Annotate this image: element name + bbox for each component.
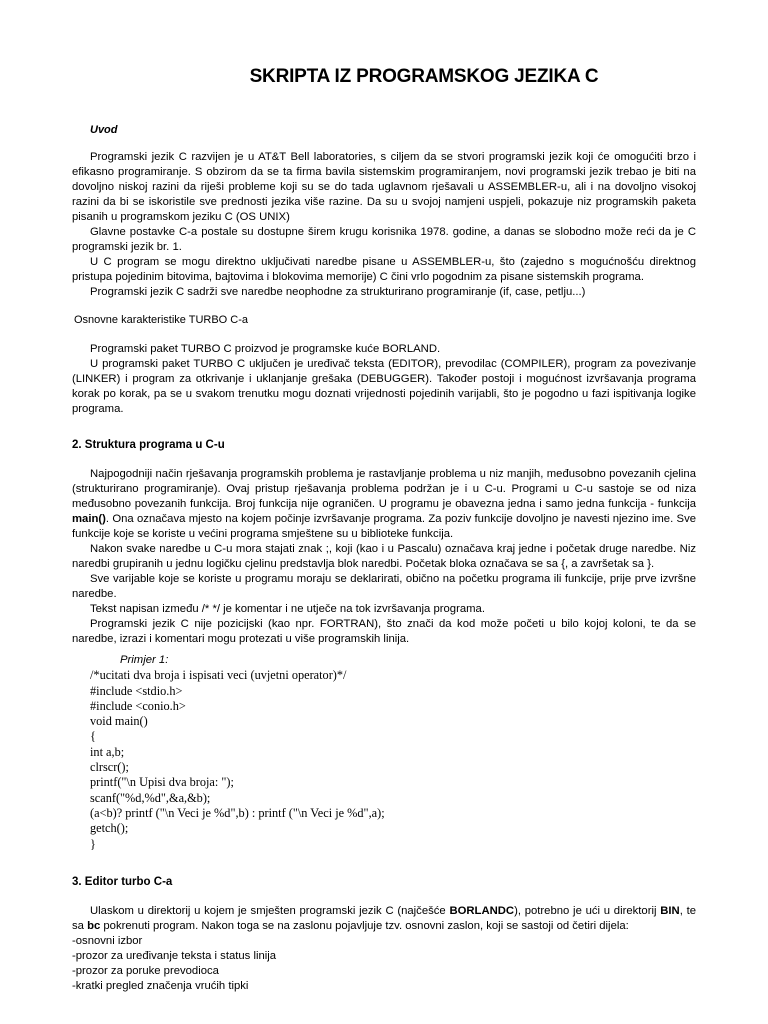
code-line: } (90, 836, 96, 851)
code-line: getch(); (90, 821, 129, 836)
intro-paragraph: Programski jezik C sadrži sve naredbe neophodne za strukturirano programiranje (if, case, petlju...) (90, 286, 586, 298)
main-function-name: main() (72, 513, 106, 525)
screen-parts-list (72, 934, 696, 994)
intro-section (72, 150, 696, 300)
bin-dir: BIN (660, 904, 680, 917)
bc-command: bc (87, 919, 101, 932)
turbo-section (72, 342, 696, 417)
code-line: clrscr(); (90, 760, 129, 775)
code-line: #include <conio.h> (90, 698, 186, 713)
list-item: -prozor za poruke prevodioca (72, 964, 219, 977)
section3-text: pokrenuti program. Nakon toga se na zaslonu pojavljuje tzv. osnovni zaslon, koji se sastoji od četiri dijela: (100, 919, 629, 932)
section2-paragraph: Tekst napisan između /* */ je komentar i ne utječe na tok izvršavanja programa. (90, 603, 485, 615)
list-item: -prozor za uređivanje teksta i status linija (72, 949, 277, 962)
section3-text: Ulaskom u direktorij u kojem je smješten programski jezik C (najčešće (90, 904, 450, 917)
section3-text: ), potrebno je ući u direktorij (514, 904, 661, 917)
section2-text: . Ona označava mjesto na kojem počinje izvršavanje programa. Za poziv funkcije dovoljno je navesti njezino ime. Sve funkcije koje se koriste u većini programa smještene su u biblioteke funkcija. (72, 513, 696, 540)
section2-paragraph: Sve varijable koje se koriste u programu moraju se deklarirati, obično na početku programa ili funkcije, prije prve izvršne naredbe. (72, 573, 696, 600)
intro-paragraph: Glavne postavke C-a postale su dostupne širem krugu korisnika 1978. godine, a danas se slobodno može reći da je C programski jezik br. 1. (72, 226, 696, 253)
example-label: Primjer 1: (120, 654, 169, 666)
section3-paragraph (72, 904, 696, 934)
section2-paragraph: Programski jezik C nije pozicijski (kao npr. FORTRAN), što znači da kod može početi u bilo kojoj koloni, te da se naredbe, izrazi i komentari mogu protezati u više programskih linija. (72, 618, 696, 645)
code-line: int a,b; (90, 744, 125, 759)
intro-heading: Uvod (90, 124, 118, 136)
code-line: scanf("%d,%d",&a,&b); (90, 790, 211, 805)
section3-heading: 3. Editor turbo C-a (72, 875, 173, 888)
turbo-heading: Osnovne karakteristike TURBO C-a (74, 314, 249, 326)
section2-paragraph (72, 467, 696, 542)
list-item: -kratki pregled značenja vrućih tipki (72, 979, 249, 992)
code-line: (a<b)? printf ("\n Veci je %d",b) : printf ("\n Veci je %d",a); (90, 805, 385, 820)
code-line: /*ucitati dva broja i ispisati veci (uvjetni operator)*/ (90, 668, 347, 683)
document-title: SKRIPTA IZ PROGRAMSKOG JEZIKA C (249, 66, 599, 87)
list-item: -osnovni izbor (72, 934, 143, 947)
code-example (90, 653, 696, 852)
section3-text: , te sa (72, 904, 696, 932)
code-line: #include <stdio.h> (90, 683, 183, 698)
section2-paragraph: Nakon svake naredbe u C-u mora stajati znak ;, koji (kao i u Pascalu) označava kraj jedne i početak druge naredbe. Niz naredbi grupiranih u jednu logičku cjelinu predstavlja blok naredbi. Početak bloka označava se sa {, a završetak sa }. (72, 543, 696, 570)
turbo-paragraph: Programski paket TURBO C proizvod je programske kuće BORLAND. (90, 343, 441, 355)
code-line: { (90, 729, 96, 744)
section2-body (72, 467, 696, 647)
section2-text: Najpogodniji način rješavanja programskih problema je rastavljanje problema u niz manjih, međusobno povezanih cjelina (strukturirano programiranje). Ovaj pristup rješavanja problema podržan je i u C-u. Programi u C-u sastoje se od niza međusobno povezanih funkcija. Broj funkcija nije ograničen. U programu je obavezna jedna i samo jedna funkcija - funkcija (72, 468, 696, 510)
borlandc-dir: BORLANDC (449, 904, 515, 917)
turbo-paragraph: U programski paket TURBO C uključen je uređivač teksta (EDITOR), prevodilac (COMPILER), program za povezivanje (LINKER) i program za otkrivanje i uklanjanje grešaka (DEBUGGER). Također postoji i mogućnost izvršavanja programa korak po korak, pa se u svakom trenutku mogu doznati vrijednosti pojedinih varijabli, što je pogodno u fazi ispitivanja logike programa. (72, 358, 696, 415)
section2-heading: 2. Struktura programa u C-u (72, 439, 225, 451)
code-line: void main() (90, 714, 148, 729)
intro-paragraph: U C program se mogu direktno uključivati naredbe pisane u ASSEMBLER-u, što (zajedno s mogućnošću direktnog pristupa pojedinim bitovima, bajtovima i blokovima memorije) C čini vrlo pogodnim za pisane sistemskih programa. (72, 256, 696, 283)
intro-paragraph: Programski jezik C razvijen je u AT&T Bell laboratories, s ciljem da se stvori programski jezik koji će omogućiti brzo i efikasno programiranje. S obzirom da se ta firma bavila sistemskim programiranjem, novi programski jezik trebao je biti na dovoljno niskoj razini da riješi probleme koji su se do tada uglavnom rješavali u ASSEMBLER-u, ali i na dovoljno visokoj razini da bi se iskoristile sve prednosti jezika više razine. Da su u svojoj namjeni uspjeli, pokazuje niz programskih paketa pisanih u programskom jeziku C (OS UNIX) (72, 151, 696, 223)
section3-body (72, 904, 696, 994)
code-line: printf("\n Upisi dva broja: "); (90, 775, 234, 790)
